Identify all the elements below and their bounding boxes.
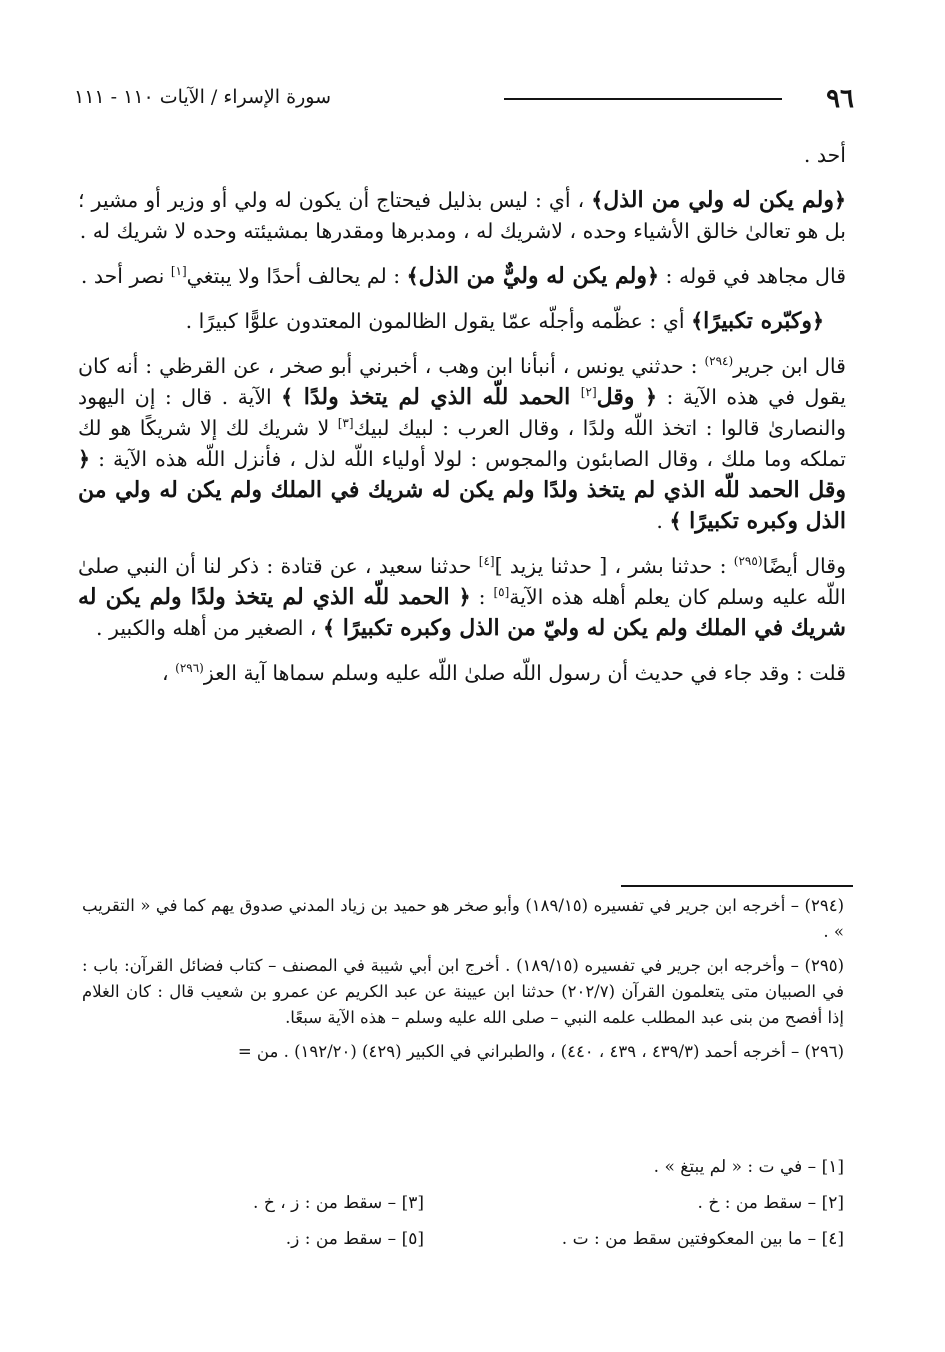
quran-quote: ولم يكن له ولي من الذل: [603, 187, 834, 213]
footnote-ref-295: (٢٩٥): [733, 554, 763, 569]
paragraph-6-text: حدثنا سعيد ، عن قتادة : ذكر لنا أن النبي صلىٰ اللّه عليه وسلم كان يعلم أهله هذه الآية: [78, 554, 846, 609]
quran-bracket-close: ﴾: [406, 264, 419, 288]
running-header: [72, 80, 862, 120]
quran-quote: وقل: [596, 384, 646, 410]
paragraph-6-text: :: [470, 585, 494, 609]
paragraph-7-text: قلت : وقد جاء في حديث أن رسول اللّه صلىٰ اللّه عليه وسلم سماها آية العز: [203, 661, 846, 685]
footnote-296: (٢٩٦) – أخرجه أحمد (٤٣٩/٣ ، ٤٣٩ ، ٤٤٠) ، والطبراني في الكبير (٤٢٩) (١٩٢/٢٠) . من =: [237, 1042, 844, 1061]
paragraph-5-text: الآية . قال : إن اليهود والنصارىٰ قالوا : اتخذ اللّه ولدًا ، وقال العرب : لبيك لبيك: [78, 385, 846, 440]
apparatus-ref-5: [٥]: [493, 585, 510, 600]
footnote-separator: [621, 885, 853, 887]
apparatus-ref-3: [٣]: [337, 416, 354, 431]
paragraph-5-text: .: [656, 509, 670, 533]
paragraph-1-text: أحد .: [803, 143, 846, 167]
quran-bracket-open: ﴿: [645, 385, 658, 409]
quran-quote: ولم يكن له وليٌّ من الذل: [418, 263, 647, 289]
quran-bracket-open: ﴿: [647, 264, 660, 288]
quran-bracket-close: ﴾: [591, 188, 604, 212]
apparatus-ref-4: [٤]: [478, 554, 495, 569]
apparatus-ref-1: [١]: [170, 264, 187, 279]
paragraph-4-text: أي : عظّمه وأجلّه عمّا يقول الظالمون المعتدون علوًّا كبيرًا .: [185, 309, 692, 333]
apparatus-note-1: [١] – في ت : « لم يبتغ » .: [653, 1157, 844, 1177]
quran-bracket-open: ﴿: [458, 585, 471, 609]
paragraph-1: [78, 140, 846, 171]
paragraph-5-text: لا شريك لك إلا شريكًا هو لك تملكه وما ملك ، وقال الصابئون والمجوس : لولا أولياء اللّه لذل ، فأنزل اللّه هذه الآية :: [78, 416, 846, 471]
page-number: ٩٦: [826, 84, 854, 114]
quran-quote: وكبّره تكبيرًا: [703, 308, 812, 334]
quran-bracket-close: ﴾: [281, 385, 294, 409]
quran-bracket-open: ﴿: [811, 309, 824, 333]
paragraph-5: [78, 351, 846, 537]
apparatus-note-2: [٢] – سقط من : خ .: [697, 1193, 844, 1213]
paragraph-6: [78, 551, 846, 644]
footnotes: [82, 893, 844, 1073]
paragraph-2: [78, 185, 846, 247]
quran-quote: وقل الحمد للّه الذي لم يتخذ ولدًا ولم يكن له شريك في الملك ولم يكن له ولي من الذل وكبره تكبيرًا: [78, 477, 846, 534]
footnote-295: (٢٩٥) – وأخرجه ابن جرير في تفسيره (١٨٩/١٥) . أخرج ابن أبي شيبة في المصنف – كتاب فضائل القرآن: باب : في الصبيان متى يتعلمون القرآن (٢٠٢/٧) حدثنا ابن عيينة عن عبد الكريم عن عمرو بن شعيب قال : كان الغلام إذا أفصح من بنى عبد المطلب علمه النبي – صلى الله عليه وسلم – هذه الآية سبعًا.: [82, 956, 844, 1027]
quran-bracket-close: ﴾: [669, 509, 682, 533]
paragraph-3-text: : لم يحالف أحدًا ولا يبتغي: [186, 264, 407, 288]
paragraph-5-text: قال ابن جرير: [733, 354, 846, 378]
apparatus-note-4: [٤] – ما بين المعكوفتين سقط من : ت .: [561, 1229, 844, 1249]
paragraph-3-text-end: نصر أحد .: [80, 264, 171, 288]
paragraph-4: [78, 306, 846, 337]
apparatus-note-3: [٣] – سقط من : ز ، خ .: [253, 1193, 424, 1213]
main-text: [78, 140, 846, 703]
footnote-294: (٢٩٤) – أخرجه ابن جرير في تفسيره (١٨٩/١٥) وأبو صخر هو حميد بن زياد المدني صدوق يهم كما في « التقريب » .: [82, 896, 844, 941]
paragraph-3-lead: قال مجاهد في قوله :: [659, 264, 846, 288]
paragraph-7: [78, 658, 846, 689]
quran-bracket-close: ﴾: [691, 309, 704, 333]
paragraph-6-text: وقال أيضًا: [762, 554, 846, 578]
apparatus-ref-2: [٢]: [580, 385, 597, 400]
apparatus-note-5: [٥] – سقط من : ز.: [285, 1229, 424, 1249]
header-title: سورة الإسراء / الآيات ١١٠ - ١١١: [74, 86, 331, 108]
paragraph-2-text: ، أي : ليس بذليل فيحتاج أن يكون له ولي أو وزير أو مشير ؛ بل هو تعالىٰ خالق الأشياء وحده ، لاشريك له ، ومدبرها ومقدرها بمشيئته وحده لا شريك له .: [78, 188, 846, 243]
footnote-ref-294: (٢٩٤): [704, 354, 734, 369]
footnote-ref-296: (٢٩٦): [175, 661, 204, 676]
paragraph-5-text: : حدثني يونس ، أنبأنا ابن وهب ، أخبرني أبو صخر ، عن القرظي : أنه كان يقول في هذه الآية :: [78, 354, 846, 409]
header-rule: [504, 98, 782, 100]
paragraph-3: [78, 261, 846, 292]
paragraph-6-text: : حدثنا بشر ، [ حدثنا يزيد ]: [494, 554, 734, 578]
critical-apparatus: [82, 1157, 844, 1267]
quran-quote: الحمد للّه الذي لم يتخذ ولدًا ولم يكن له شريك في الملك ولم يكن له وليّ من الذل وكبره تكبيرًا: [78, 584, 846, 641]
paragraph-7-text: ،: [162, 661, 176, 685]
quran-bracket-open: ﴿: [78, 447, 91, 471]
quran-bracket-close: ﴾: [323, 616, 336, 640]
quran-bracket-open: ﴿: [833, 188, 846, 212]
quran-quote: الحمد للّه الذي لم يتخذ ولدًا: [293, 384, 581, 410]
paragraph-6-text: ، الصغير من أهله والكبير .: [95, 616, 324, 640]
